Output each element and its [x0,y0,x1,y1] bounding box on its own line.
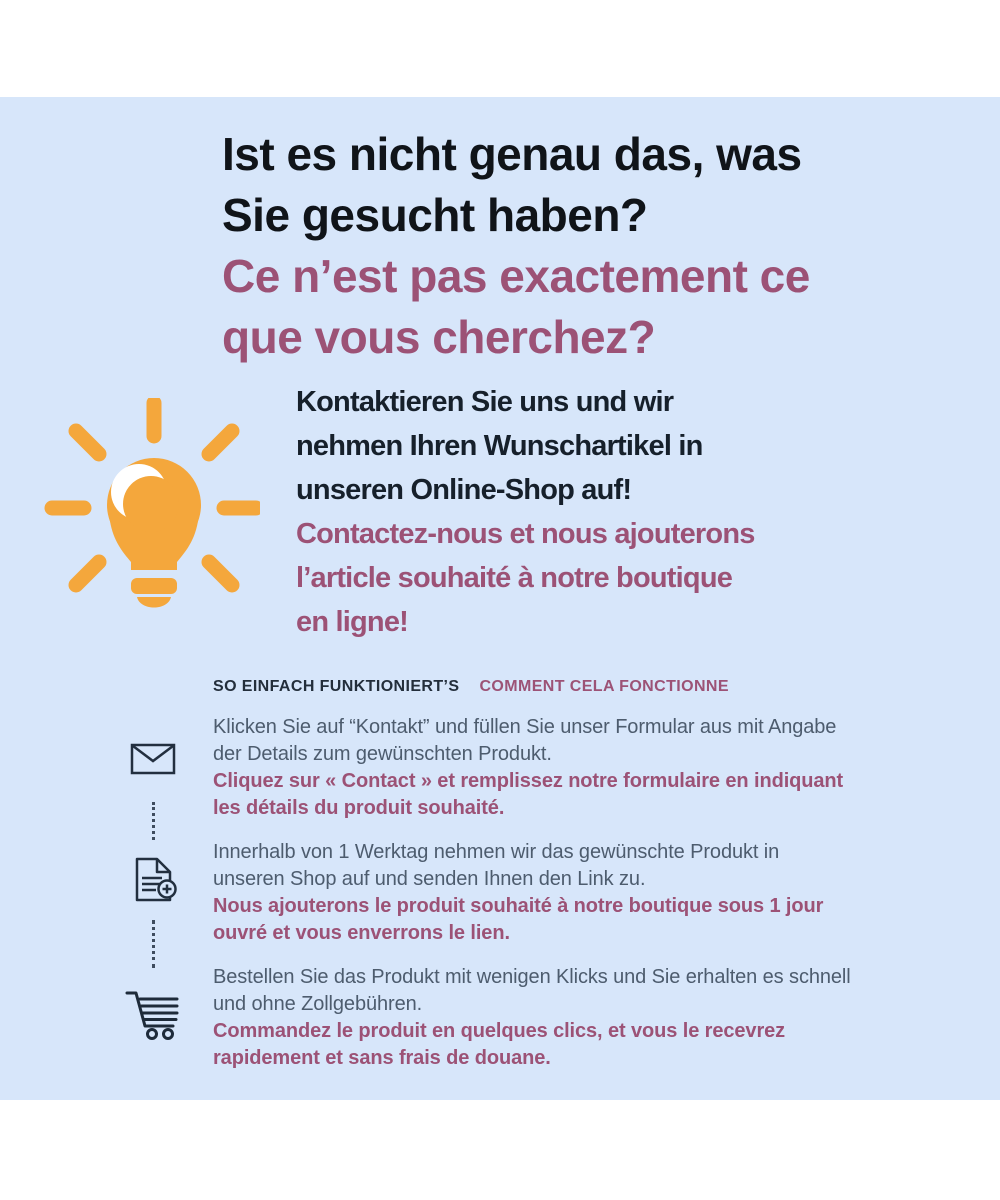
document-add-icon [129,856,179,909]
step-german-line: unseren Shop auf und senden Ihnen den Link zu. [213,868,646,890]
step-german-line: Klicken Sie auf “Kontakt” und füllen Sie unser Formular aus mit Angabe [213,716,837,738]
envelope-icon [130,743,176,780]
step-1-text [213,714,843,822]
step-german-line: Bestellen Sie das Produkt mit wenigen Klicks und Sie erhalten es schnell [213,966,851,988]
headline-german-line: Sie gesucht haben? [222,189,648,241]
headline [222,124,810,368]
step-german-line: der Details zum gewünschten Produkt. [213,743,552,765]
intro-french-line: l’article souhaité à notre boutique [296,562,733,594]
step-connector-dotted-line [152,920,155,968]
headline-german-line: Ist es nicht genau das, was [222,128,802,180]
intro-german-line: nehmen Ihren Wunschartikel in [296,430,703,462]
step-french-line: les détails du produit souhaité. [213,797,505,819]
step-french-line: Cliquez sur « Contact » et remplissez notre formulaire en indiquant [213,770,844,792]
step-french-line: ouvré et vous enverrons le lien. [213,922,510,944]
how-it-works-german: SO EINFACH FUNKTIONIERT’S [213,678,460,695]
step-german-line: und ohne Zollgebühren. [213,993,423,1015]
step-french-line: Nous ajouterons le produit souhaité à notre boutique sous 1 jour [213,895,824,917]
headline-french-line: Ce n’est pas exactement ce [222,250,810,302]
intro-german-line: unseren Online-Shop auf! [296,474,632,506]
step-connector-dotted-line [152,802,155,840]
step-french-line: rapidement et sans frais de douane. [213,1047,551,1069]
step-3-text [213,964,851,1072]
intro-paragraph [296,380,755,644]
shopping-cart-icon [124,988,180,1045]
how-it-works-french: COMMENT CELA FONCTIONNE [479,678,729,695]
intro-french-line: Contactez-nous et nous ajouterons [296,518,755,550]
step-french-line: Commandez le produit en quelques clics, et vous le recevrez [213,1020,786,1042]
lightbulb-icon [43,398,260,628]
step-german-line: Innerhalb von 1 Werktag nehmen wir das gewünschte Produkt in [213,841,780,863]
headline-french-line: que vous cherchez? [222,311,656,363]
step-2-text [213,839,823,947]
how-it-works-header [213,678,729,696]
intro-german-line: Kontaktieren Sie uns und wir [296,386,674,418]
intro-french-line: en ligne! [296,606,409,638]
